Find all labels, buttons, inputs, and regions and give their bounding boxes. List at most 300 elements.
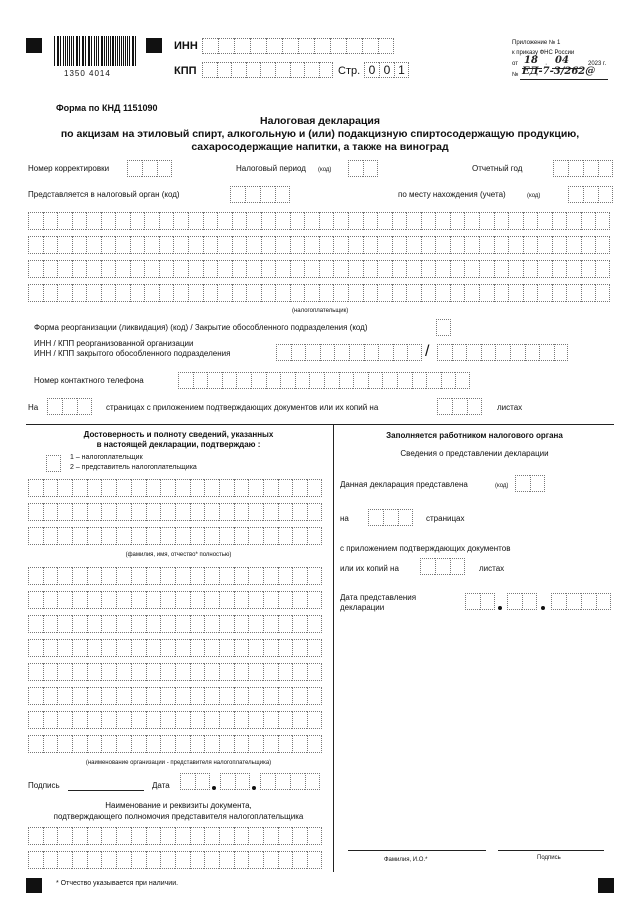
input-cell[interactable]	[175, 615, 190, 633]
input-cell[interactable]	[261, 284, 276, 302]
input-cell[interactable]	[304, 284, 319, 302]
input-cell[interactable]	[248, 591, 263, 609]
input-cell[interactable]	[437, 398, 452, 415]
input-cell[interactable]	[101, 479, 116, 497]
correction-cells[interactable]	[127, 160, 172, 177]
doc-row-2[interactable]	[28, 851, 322, 869]
input-cell[interactable]	[248, 615, 263, 633]
input-cell[interactable]	[144, 260, 159, 278]
input-cell[interactable]	[568, 160, 583, 177]
input-cell[interactable]	[292, 503, 307, 521]
input-cell[interactable]	[263, 851, 278, 869]
input-cell[interactable]	[363, 212, 378, 230]
input-cell[interactable]	[263, 711, 278, 729]
input-cell[interactable]	[480, 593, 495, 610]
taxpayer-name-row-3[interactable]	[28, 260, 610, 278]
input-cell[interactable]	[435, 212, 450, 230]
input-cell[interactable]	[522, 593, 537, 610]
input-cell[interactable]	[304, 236, 319, 254]
input-cell[interactable]	[43, 212, 58, 230]
input-cell[interactable]	[348, 160, 363, 177]
input-cell[interactable]	[87, 479, 102, 497]
input-cell[interactable]	[219, 639, 234, 657]
input-cell[interactable]	[57, 615, 72, 633]
input-cell[interactable]	[57, 212, 72, 230]
input-cell[interactable]	[420, 558, 435, 575]
input-cell[interactable]	[467, 398, 482, 415]
input-cell[interactable]	[234, 639, 249, 657]
input-cell[interactable]	[363, 236, 378, 254]
input-cell[interactable]	[523, 284, 538, 302]
input-cell[interactable]	[57, 567, 72, 585]
input-cell[interactable]	[72, 284, 87, 302]
input-cell[interactable]	[290, 212, 305, 230]
input-cell[interactable]	[435, 558, 450, 575]
input-cell[interactable]	[72, 236, 87, 254]
input-cell[interactable]	[130, 284, 145, 302]
input-cell[interactable]	[382, 372, 397, 389]
input-cell[interactable]	[554, 344, 569, 361]
input-cell[interactable]	[508, 212, 523, 230]
input-cell[interactable]	[28, 591, 43, 609]
input-cell[interactable]	[479, 236, 494, 254]
reorg-kpp-cells[interactable]	[437, 344, 568, 361]
input-cell[interactable]	[57, 639, 72, 657]
input-cell[interactable]	[333, 236, 348, 254]
submit-date-day[interactable]	[465, 593, 495, 610]
inn-cells[interactable]	[202, 38, 394, 54]
input-cell[interactable]	[263, 479, 278, 497]
input-cell[interactable]	[43, 236, 58, 254]
input-cell[interactable]	[495, 344, 510, 361]
input-cell[interactable]	[28, 827, 43, 845]
input-cell[interactable]	[450, 260, 465, 278]
input-cell[interactable]	[349, 344, 364, 361]
input-cell[interactable]	[86, 236, 101, 254]
input-cell[interactable]	[87, 711, 102, 729]
input-cell[interactable]	[57, 711, 72, 729]
input-cell[interactable]	[407, 344, 422, 361]
input-cell[interactable]	[116, 827, 131, 845]
input-cell[interactable]	[101, 639, 116, 657]
input-cell[interactable]	[47, 398, 62, 415]
input-cell[interactable]	[175, 639, 190, 657]
input-cell[interactable]	[250, 38, 266, 54]
input-cell[interactable]	[304, 212, 319, 230]
input-cell[interactable]	[160, 591, 175, 609]
input-cell[interactable]	[339, 372, 354, 389]
input-cell[interactable]	[348, 236, 363, 254]
input-cell[interactable]	[204, 711, 219, 729]
input-cell[interactable]	[219, 827, 234, 845]
input-cell[interactable]	[131, 735, 146, 753]
input-cell[interactable]	[57, 663, 72, 681]
input-cell[interactable]	[173, 284, 188, 302]
input-cell[interactable]	[116, 527, 131, 545]
input-cell[interactable]	[523, 212, 538, 230]
input-cell[interactable]	[43, 591, 58, 609]
input-cell[interactable]	[234, 687, 249, 705]
input-cell[interactable]	[537, 236, 552, 254]
input-cell[interactable]	[87, 687, 102, 705]
input-cell[interactable]	[392, 212, 407, 230]
input-cell[interactable]	[188, 236, 203, 254]
input-cell[interactable]	[28, 567, 43, 585]
input-cell[interactable]	[275, 212, 290, 230]
input-cell[interactable]	[515, 475, 530, 492]
input-cell[interactable]	[160, 503, 175, 521]
input-cell[interactable]	[101, 687, 116, 705]
input-cell[interactable]	[426, 372, 441, 389]
input-cell[interactable]	[248, 851, 263, 869]
input-cell[interactable]	[275, 773, 290, 790]
input-cell[interactable]	[144, 212, 159, 230]
input-cell[interactable]	[278, 851, 293, 869]
input-cell[interactable]	[248, 567, 263, 585]
input-cell[interactable]	[72, 260, 87, 278]
input-cell[interactable]	[219, 527, 234, 545]
input-cell[interactable]	[204, 827, 219, 845]
input-cell[interactable]	[57, 479, 72, 497]
input-cell[interactable]	[455, 372, 470, 389]
input-cell[interactable]	[314, 38, 330, 54]
input-cell[interactable]	[116, 567, 131, 585]
org-row-6[interactable]	[28, 687, 322, 705]
input-cell[interactable]	[207, 372, 222, 389]
input-cell[interactable]	[87, 527, 102, 545]
input-cell[interactable]	[204, 591, 219, 609]
input-cell[interactable]	[377, 260, 392, 278]
input-cell[interactable]	[190, 851, 205, 869]
input-cell[interactable]	[203, 260, 218, 278]
input-cell[interactable]	[307, 479, 322, 497]
signature-line[interactable]	[68, 790, 144, 791]
input-cell[interactable]	[72, 827, 87, 845]
input-cell[interactable]	[263, 827, 278, 845]
input-cell[interactable]	[234, 591, 249, 609]
input-cell[interactable]	[307, 527, 322, 545]
input-cell[interactable]	[362, 38, 378, 54]
input-cell[interactable]	[450, 212, 465, 230]
input-cell[interactable]	[263, 615, 278, 633]
input-cell[interactable]	[334, 344, 349, 361]
input-cell[interactable]	[421, 260, 436, 278]
input-cell[interactable]	[566, 236, 581, 254]
input-cell[interactable]	[87, 567, 102, 585]
input-cell[interactable]	[248, 639, 263, 657]
input-cell[interactable]	[450, 558, 465, 575]
input-cell[interactable]	[131, 639, 146, 657]
input-cell[interactable]	[307, 663, 322, 681]
input-cell[interactable]	[568, 186, 583, 203]
input-cell[interactable]	[333, 260, 348, 278]
input-cell[interactable]	[146, 615, 161, 633]
input-cell[interactable]	[146, 639, 161, 657]
input-cell[interactable]	[494, 212, 509, 230]
input-cell[interactable]	[175, 663, 190, 681]
input-cell[interactable]	[368, 372, 383, 389]
input-cell[interactable]	[130, 260, 145, 278]
input-cell[interactable]	[234, 827, 249, 845]
input-cell[interactable]	[377, 212, 392, 230]
input-cell[interactable]	[86, 212, 101, 230]
input-cell[interactable]	[131, 503, 146, 521]
input-cell[interactable]	[101, 567, 116, 585]
input-cell[interactable]	[57, 503, 72, 521]
input-cell[interactable]	[72, 687, 87, 705]
input-cell[interactable]	[275, 236, 290, 254]
input-cell[interactable]	[101, 591, 116, 609]
input-cell[interactable]	[231, 62, 246, 78]
input-cell[interactable]	[173, 236, 188, 254]
submit-date-month[interactable]	[507, 593, 537, 610]
input-cell[interactable]	[217, 284, 232, 302]
input-cell[interactable]	[144, 236, 159, 254]
input-cell[interactable]	[508, 236, 523, 254]
input-cell[interactable]	[363, 160, 378, 177]
input-cell[interactable]	[115, 260, 130, 278]
input-cell[interactable]	[595, 260, 610, 278]
input-cell[interactable]	[235, 773, 250, 790]
input-cell[interactable]	[222, 372, 237, 389]
input-cell[interactable]	[204, 527, 219, 545]
input-cell[interactable]	[116, 687, 131, 705]
input-cell[interactable]	[72, 527, 87, 545]
org-row-2[interactable]	[28, 591, 322, 609]
org-row-5[interactable]	[28, 663, 322, 681]
input-cell[interactable]	[204, 663, 219, 681]
input-cell[interactable]	[190, 591, 205, 609]
input-cell[interactable]	[101, 212, 116, 230]
input-cell[interactable]	[116, 639, 131, 657]
input-cell[interactable]	[291, 344, 306, 361]
input-cell[interactable]	[246, 260, 261, 278]
input-cell[interactable]	[552, 212, 567, 230]
input-cell[interactable]	[188, 212, 203, 230]
input-cell[interactable]	[175, 711, 190, 729]
input-cell[interactable]	[464, 212, 479, 230]
input-cell[interactable]	[190, 827, 205, 845]
input-cell[interactable]	[87, 663, 102, 681]
org-row-7[interactable]	[28, 711, 322, 729]
input-cell[interactable]	[581, 593, 596, 610]
input-cell[interactable]	[204, 735, 219, 753]
input-cell[interactable]	[160, 827, 175, 845]
input-cell[interactable]	[581, 284, 596, 302]
input-cell[interactable]	[307, 639, 322, 657]
input-cell[interactable]	[217, 260, 232, 278]
org-row-1[interactable]	[28, 567, 322, 585]
input-cell[interactable]	[28, 615, 43, 633]
input-cell[interactable]	[146, 663, 161, 681]
input-cell[interactable]	[46, 455, 61, 472]
input-cell[interactable]	[101, 851, 116, 869]
location-cells[interactable]	[568, 186, 613, 203]
input-cell[interactable]	[116, 851, 131, 869]
input-cell[interactable]	[57, 284, 72, 302]
input-cell[interactable]	[190, 615, 205, 633]
input-cell[interactable]	[581, 260, 596, 278]
input-cell[interactable]	[159, 260, 174, 278]
input-cell[interactable]	[72, 567, 87, 585]
input-cell[interactable]	[307, 687, 322, 705]
input-cell[interactable]	[190, 735, 205, 753]
sign-date-year[interactable]	[260, 773, 320, 790]
input-cell[interactable]	[175, 591, 190, 609]
input-cell[interactable]	[203, 284, 218, 302]
input-cell[interactable]	[72, 663, 87, 681]
input-cell[interactable]	[523, 236, 538, 254]
input-cell[interactable]	[523, 260, 538, 278]
input-cell[interactable]	[116, 663, 131, 681]
input-cell[interactable]	[204, 503, 219, 521]
input-cell[interactable]	[406, 236, 421, 254]
input-cell[interactable]	[494, 260, 509, 278]
input-cell[interactable]	[193, 372, 208, 389]
input-cell[interactable]	[245, 186, 260, 203]
input-cell[interactable]	[43, 479, 58, 497]
input-cell[interactable]	[278, 615, 293, 633]
input-cell[interactable]	[412, 372, 427, 389]
input-cell[interactable]	[57, 851, 72, 869]
input-cell[interactable]	[101, 827, 116, 845]
input-cell[interactable]	[368, 509, 383, 526]
input-cell[interactable]	[62, 398, 77, 415]
input-cell[interactable]	[130, 236, 145, 254]
input-cell[interactable]	[115, 236, 130, 254]
sheets-cells[interactable]	[437, 398, 482, 415]
input-cell[interactable]	[159, 212, 174, 230]
input-cell[interactable]	[435, 284, 450, 302]
input-cell[interactable]	[127, 160, 142, 177]
input-cell[interactable]	[278, 687, 293, 705]
input-cell[interactable]	[406, 260, 421, 278]
input-cell[interactable]	[263, 567, 278, 585]
input-cell[interactable]	[28, 687, 43, 705]
right-pages-cells[interactable]	[368, 509, 413, 526]
input-cell[interactable]	[160, 615, 175, 633]
input-cell[interactable]	[307, 711, 322, 729]
org-row-8[interactable]	[28, 735, 322, 753]
input-cell[interactable]	[57, 591, 72, 609]
input-cell[interactable]	[435, 236, 450, 254]
input-cell[interactable]	[292, 591, 307, 609]
input-cell[interactable]	[115, 284, 130, 302]
input-cell[interactable]	[131, 479, 146, 497]
input-cell[interactable]	[87, 503, 102, 521]
input-cell[interactable]	[450, 284, 465, 302]
pages-cells[interactable]	[47, 398, 92, 415]
input-cell[interactable]	[566, 212, 581, 230]
input-cell[interactable]	[292, 827, 307, 845]
input-cell[interactable]	[204, 615, 219, 633]
input-cell[interactable]	[261, 260, 276, 278]
input-cell[interactable]	[479, 212, 494, 230]
input-cell[interactable]	[160, 527, 175, 545]
input-cell[interactable]	[220, 773, 235, 790]
input-cell[interactable]	[421, 284, 436, 302]
input-cell[interactable]	[261, 212, 276, 230]
input-cell[interactable]	[537, 212, 552, 230]
input-cell[interactable]	[236, 372, 251, 389]
input-cell[interactable]	[219, 479, 234, 497]
input-cell[interactable]	[378, 38, 394, 54]
input-cell[interactable]	[263, 735, 278, 753]
input-cell[interactable]	[248, 687, 263, 705]
input-cell[interactable]	[598, 186, 613, 203]
input-cell[interactable]	[346, 38, 362, 54]
input-cell[interactable]	[348, 260, 363, 278]
input-cell[interactable]	[160, 639, 175, 657]
phone-cells[interactable]	[178, 372, 470, 389]
input-cell[interactable]	[421, 236, 436, 254]
input-cell[interactable]	[190, 567, 205, 585]
input-cell[interactable]	[28, 236, 43, 254]
input-cell[interactable]	[101, 711, 116, 729]
input-cell[interactable]	[263, 639, 278, 657]
input-cell[interactable]	[406, 212, 421, 230]
input-cell[interactable]	[452, 398, 467, 415]
input-cell[interactable]	[234, 711, 249, 729]
input-cell[interactable]	[28, 639, 43, 657]
input-cell[interactable]	[552, 260, 567, 278]
input-cell[interactable]	[77, 398, 92, 415]
input-cell[interactable]	[72, 591, 87, 609]
reorg-cells[interactable]	[436, 319, 451, 336]
input-cell[interactable]	[57, 527, 72, 545]
input-cell[interactable]	[437, 344, 452, 361]
input-cell[interactable]	[566, 593, 581, 610]
input-cell[interactable]	[160, 663, 175, 681]
input-cell[interactable]	[72, 735, 87, 753]
input-cell[interactable]	[86, 260, 101, 278]
input-cell[interactable]	[539, 344, 554, 361]
input-cell[interactable]	[263, 527, 278, 545]
input-cell[interactable]	[246, 236, 261, 254]
input-cell[interactable]	[204, 479, 219, 497]
input-cell[interactable]	[595, 236, 610, 254]
input-cell[interactable]	[195, 773, 210, 790]
input-cell[interactable]	[175, 687, 190, 705]
input-cell[interactable]	[307, 615, 322, 633]
input-cell[interactable]	[101, 663, 116, 681]
input-cell[interactable]	[72, 851, 87, 869]
input-cell[interactable]	[278, 503, 293, 521]
input-cell[interactable]	[116, 503, 131, 521]
input-cell[interactable]	[333, 212, 348, 230]
input-cell[interactable]	[266, 372, 281, 389]
input-cell[interactable]	[142, 160, 157, 177]
input-cell[interactable]	[234, 479, 249, 497]
input-cell[interactable]	[160, 567, 175, 585]
input-cell[interactable]	[248, 527, 263, 545]
officer-sign-line[interactable]	[498, 850, 604, 851]
input-cell[interactable]	[348, 284, 363, 302]
input-cell[interactable]	[552, 236, 567, 254]
input-cell[interactable]	[101, 527, 116, 545]
input-cell[interactable]	[219, 687, 234, 705]
fio-row-3[interactable]	[28, 527, 322, 545]
input-cell[interactable]	[275, 186, 290, 203]
input-cell[interactable]	[175, 851, 190, 869]
input-cell[interactable]	[275, 260, 290, 278]
input-cell[interactable]	[146, 591, 161, 609]
input-cell[interactable]	[383, 509, 398, 526]
input-cell[interactable]	[251, 372, 266, 389]
input-cell[interactable]	[217, 236, 232, 254]
input-cell[interactable]	[87, 615, 102, 633]
input-cell[interactable]	[43, 260, 58, 278]
